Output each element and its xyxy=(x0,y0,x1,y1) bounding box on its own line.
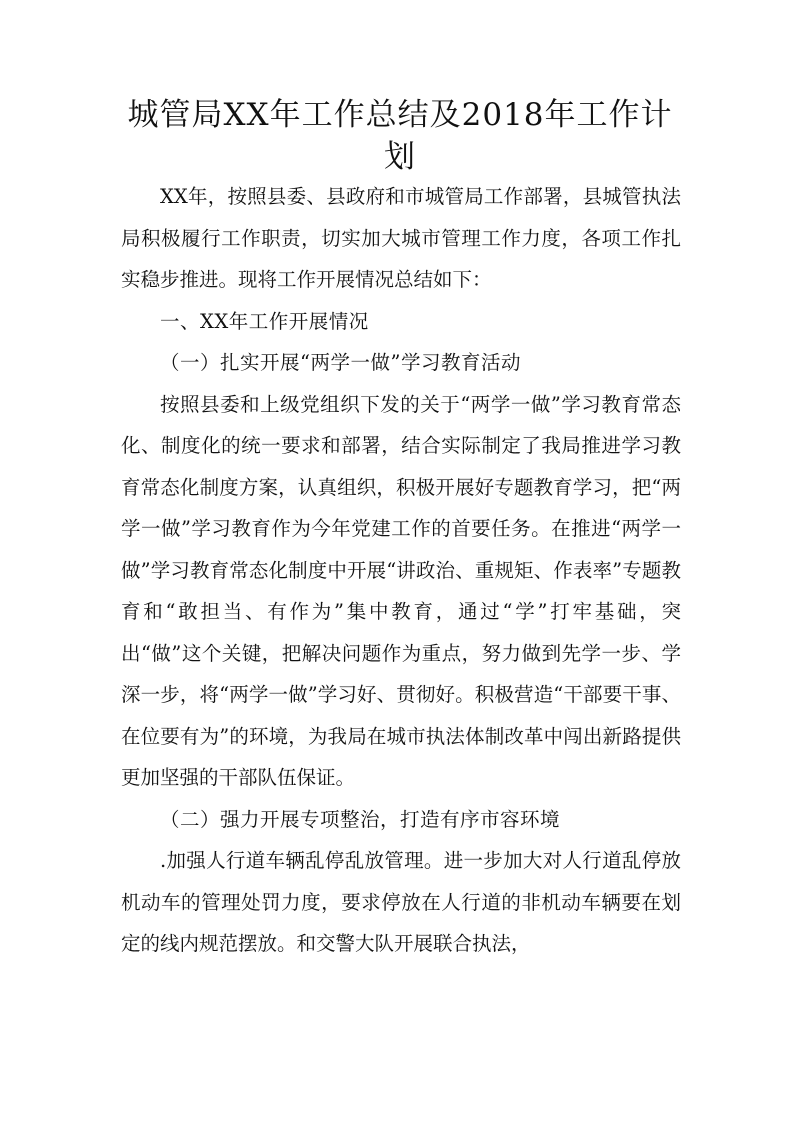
body-paragraph: 按照县委和上级党组织下发的关于“两学一做”学习教育常态化、制度化的统一要求和部署，结合实际制定了我局推进学习教育常态化制度方案，认真组织，积极开展好专题教育学习，把“两学一做”学习教育作为今年党建工作的首要任务。在推进“两学一做”学习教育常态化制度中开展“讲政治、重规矩、作表率”专题教育和“敢担当、有作为”集中教育，通过“学”打牢基础，突出“做”这个关键，把解决问题作为重点，努力做到先学一步、学深一步，将“两学一做”学习好、贯彻好。积极营造“干部要干事、在位要有为”的环境，为我局在城市执法体制改革中闯出新路提供更加坚强的干部队伍保证。 xyxy=(121,392,681,789)
subsection-heading: （二）强力开展专项整治，打造有序市容环境 xyxy=(160,807,561,831)
body-paragraph: .加强人行道车辆乱停乱放管理。进一步加大对人行道乱停放机动车的管理处罚力度，要求停放在人行道的非机动车辆要在划定的线内规范摆放。和交警大队开展联合执法， xyxy=(121,849,681,955)
intro-paragraph: XX年，按照县委、县政府和市城管局工作部署，县城管执法局积极履行工作职责，切实加大城市管理工作力度，各项工作扎实稳步推进。现将工作开展情况总结如下： xyxy=(121,185,681,291)
section-heading: 一、XX年工作开展情况 xyxy=(160,309,369,333)
document-body xyxy=(121,176,681,965)
document-title: 城管局XX年工作总结及2018年工作计划 xyxy=(127,97,673,175)
subsection-heading: （一）扎实开展“两学一做”学习教育活动 xyxy=(160,351,521,374)
